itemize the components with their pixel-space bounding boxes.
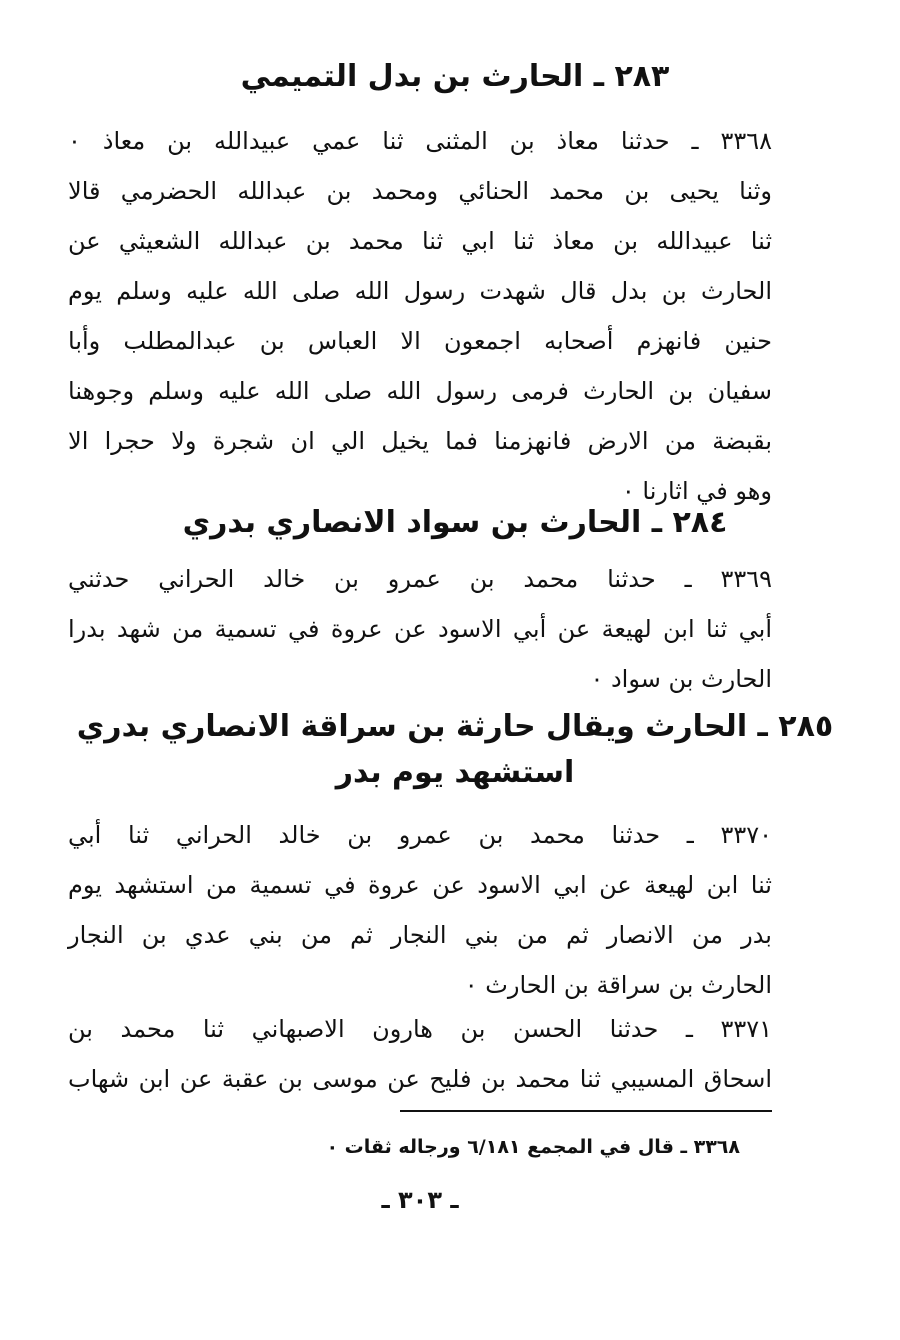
text-line: بقبضة من الارض فانهزمنا فما يخيل الي ان شجرة ولا حجرا الا [68, 427, 772, 455]
text-line: أبي ثنا ابن لهيعة عن أبي الاسود عن عروة في تسمية من شهد بدرا [68, 615, 772, 643]
text-line: ٣٣٧١ ـ حدثنا الحسن بن هارون الاصبهاني ثنا محمد بن [68, 1015, 772, 1043]
hadith-3370-paragraph [68, 810, 772, 1010]
text-line: وثنا يحيى بن محمد الحنائي ومحمد بن عبدالله الحضرمي قالا [68, 177, 772, 205]
entry-heading-285 [60, 704, 850, 796]
footnote: ٣٣٦٨ ـ قال في المجمع ٦/١٨١ ورجاله ثقات ٠ [326, 1136, 740, 1158]
heading-line: استشهد يوم بدر [335, 755, 575, 790]
entry-heading-284 [60, 500, 850, 546]
heading-line: ٢٨٣ ـ الحارث بن بدل التميمي [240, 59, 670, 94]
text-line: وهو في اثارنا ٠ [621, 477, 772, 505]
page-number: ـ ٣٠٣ ـ [381, 1186, 459, 1214]
footnote-separator [400, 1110, 772, 1112]
text-line: اسحاق المسيبي ثنا محمد بن فليح عن موسى بن عقبة عن ابن شهاب [68, 1065, 772, 1093]
text-line: الحارث بن سراقة بن الحارث ٠ [464, 971, 772, 999]
text-line: الحارث بن بدل قال شهدت رسول الله صلى الله عليه وسلم يوم [68, 277, 772, 305]
text-line: الحارث بن سواد ٠ [590, 665, 772, 693]
text-line: ثنا ابن لهيعة عن ابي الاسود عن عروة في تسمية من استشهد يوم [68, 871, 772, 899]
entry-heading-283 [60, 54, 850, 100]
text-line: ٣٣٦٨ ـ حدثنا معاذ بن المثنى ثنا عمي عبيدالله بن معاذ ٠ [68, 127, 772, 155]
text-line: ٣٣٧٠ ـ حدثنا محمد بن عمرو بن خالد الحراني ثنا أبي [68, 821, 772, 849]
hadith-3368-paragraph [68, 116, 772, 516]
text-line: ثنا عبيدالله بن معاذ ثنا ابي ثنا محمد بن عبدالله الشعيثي عن [68, 227, 772, 255]
text-line: سفيان بن الحارث فرمى رسول الله صلى الله عليه وسلم وجوهنا [68, 377, 772, 405]
heading-line: ٢٨٤ ـ الحارث بن سواد الانصاري بدري [182, 505, 728, 540]
heading-line: ٢٨٥ ـ الحارث ويقال حارثة بن سراقة الانصاري بدري [76, 709, 834, 744]
text-line: ٣٣٦٩ ـ حدثنا محمد بن عمرو بن خالد الحراني حدثني [68, 565, 772, 593]
hadith-3371-paragraph [68, 1004, 772, 1104]
text-line: بدر من الانصار ثم من بني النجار ثم من بني عدي بن النجار [68, 921, 772, 949]
text-line: حنين فانهزم أصحابه اجمعون الا العباس بن عبدالمطلب وأبا [68, 327, 772, 355]
hadith-3369-paragraph [68, 554, 772, 704]
